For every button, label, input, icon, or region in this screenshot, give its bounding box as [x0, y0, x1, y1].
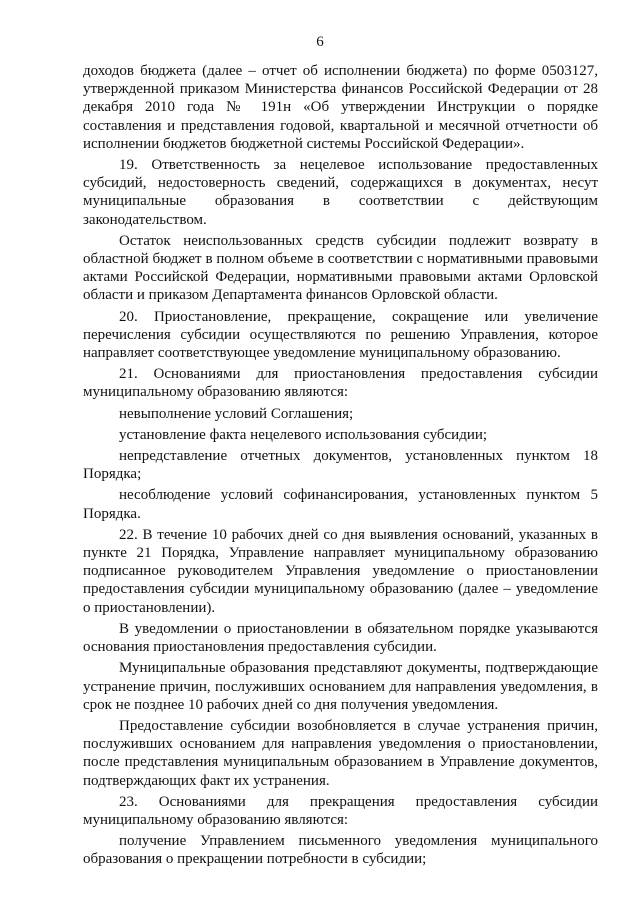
- paragraph-item-19: 19. Ответственность за нецелевое использование предоставленных субсидий, недостоверность сведений, содержащихся в документах, несут муниципальные образования в соответствии с действующим законодательством.: [83, 157, 598, 228]
- paragraph-item-21: 21. Основаниями для приостановления предоставления субсидии муниципальному образованию являются:: [83, 366, 598, 401]
- list-item-cofinancing: несоблюдение условий софинансирования, установленных пунктом 5 Порядка.: [83, 487, 598, 522]
- list-item-misuse: установление факта нецелевого использования субсидии;: [119, 426, 488, 443]
- list-item-reports-missing: непредставление отчетных документов, установленных пунктом 18 Порядка;: [83, 448, 598, 483]
- list-item-agreement-violation: невыполнение условий Соглашения;: [119, 405, 354, 422]
- paragraph-item-23: 23. Основаниями для прекращения предоставления субсидии муниципальному образованию являются:: [83, 793, 598, 828]
- paragraph-item-22: 22. В течение 10 рабочих дней со дня выявления оснований, указанных в пункте 21 Порядка, Управление направляет муниципальному образованию подписанное руководителем Управления уведомление о приостановлении предоставления субсидии муниципальному образованию (далее – уведомление о приостановлении).: [83, 526, 598, 616]
- paragraph-resumption: Предоставление субсидии возобновляется в случае устранения причин, послуживших основанием для направления уведомления о приостановлении, после представления муниципальным образованием в Управление документов, подтверждающих факт их устранения.: [83, 717, 598, 789]
- paragraph-continuation: доходов бюджета (далее – отчет об исполнении бюджета) по форме 0503127, утвержденной приказом Министерства финансов Российской Федерации от 28 декабря 2010 года № 191н «Об утверждении Инструкции о порядке составления и представления годовой, квартальной и месячной отчетности об исполнении бюджетов бюджетной системы Российской Федерации».: [83, 63, 598, 152]
- paragraph-suspension-notice: В уведомлении о приостановлении в обязательном порядке указываются основания приостановления предоставления субсидии.: [83, 620, 598, 656]
- document-body: [83, 62, 598, 872]
- list-item-termination-notice: получение Управлением письменного уведомления муниципального образования о прекращении потребности в субсидии;: [83, 833, 598, 868]
- paragraph-documents-submission: Муниципальные образования представляют документы, подтверждающие устранение причин, послуживших основанием для направления уведомления, в срок не позднее 10 рабочих дней со дня получения уведомления.: [83, 660, 598, 713]
- paragraph-remainder-return: Остаток неиспользованных средств субсидии подлежит возврату в областной бюджет в полном объеме в соответствии с нормативными правовыми актами Российской Федерации, нормативными правовыми актами Орловской области и приказом Департамента финансов Орловской области.: [83, 232, 598, 304]
- paragraph-item-20: 20. Приостановление, прекращение, сокращение или увеличение перечисления субсидии осуществляются по решению Управления, которое направляет соответствующее уведомление муниципальному образованию.: [83, 308, 598, 362]
- page-number: 6: [316, 34, 324, 50]
